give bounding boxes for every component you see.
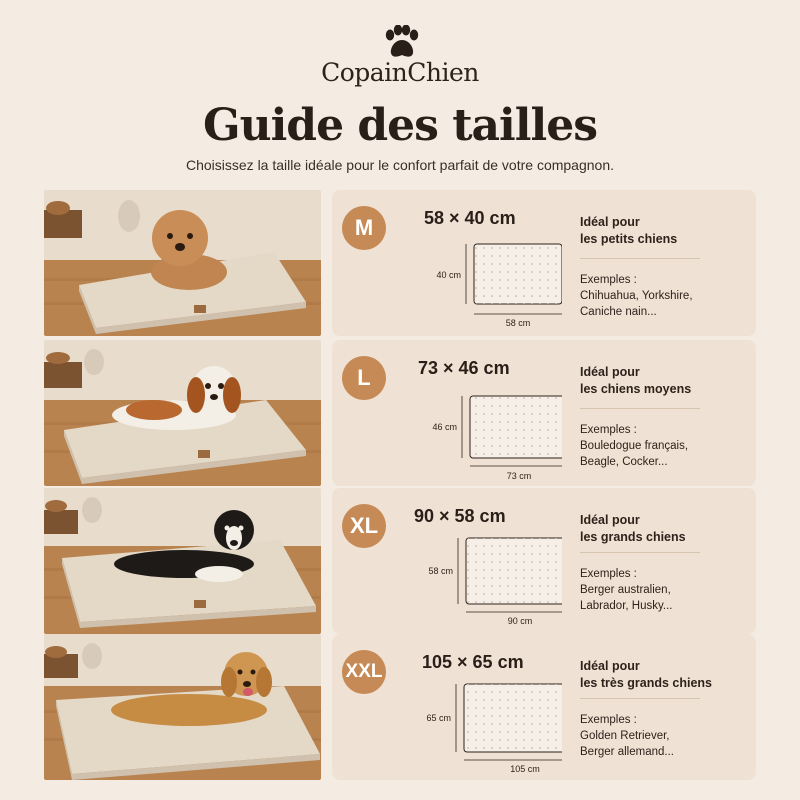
ideal-line-1: Idéal pour (580, 513, 640, 527)
dog-photo-poodle (44, 190, 321, 336)
paw-icon (381, 25, 421, 61)
size-card-l (332, 340, 756, 486)
dog-photo-border-collie (44, 488, 321, 634)
examples-line-1: Bouledogue français, (580, 440, 689, 452)
height-label: 40 cm (436, 270, 461, 280)
bed-diagram (392, 386, 562, 486)
examples (580, 272, 693, 320)
size-card-m (332, 190, 756, 336)
size-dimensions: 105 × 65 cm (422, 652, 524, 672)
size-row-l (44, 340, 756, 486)
dog-photo-cavalier (44, 340, 321, 486)
examples-line-2: Berger allemand... (580, 746, 674, 758)
size-card-xl (332, 488, 756, 634)
size-badge: XXL (342, 650, 386, 694)
height-label: 65 cm (426, 713, 451, 723)
examples-line-1: Golden Retriever, (580, 730, 670, 742)
ideal-line-2: les grands chiens (580, 530, 686, 544)
ideal-line-2: les petits chiens (580, 232, 678, 246)
dog-photo-golden-retriever (44, 634, 321, 780)
page-subtitle: Choisissez la taille idéale pour le confort parfait de votre compagnon. (185, 157, 615, 173)
size-row-xxl (44, 634, 756, 780)
examples-label: Exemples : (580, 568, 637, 580)
size-card-xxl (332, 634, 756, 780)
page-title: Guide des tailles (203, 100, 597, 151)
ideal-line-1: Idéal pour (580, 365, 640, 379)
examples-line-2: Beagle, Cocker... (580, 456, 668, 468)
bed-diagram (392, 680, 562, 780)
width-label: 90 cm (507, 616, 533, 626)
height-label: 58 cm (428, 566, 453, 576)
size-badge: L (342, 356, 386, 400)
examples (580, 422, 688, 470)
ideal-for (580, 214, 677, 248)
examples-line-1: Berger australien, (580, 584, 671, 596)
ideal-line-1: Idéal pour (580, 659, 640, 673)
examples-line-2: Labrador, Husky... (580, 600, 673, 612)
divider (580, 258, 700, 259)
ideal-for (580, 658, 712, 692)
bed-diagram (392, 534, 562, 634)
ideal-for (580, 512, 686, 546)
examples-label: Exemples : (580, 424, 637, 436)
ideal-line-2: les très grands chiens (580, 676, 713, 690)
divider (580, 552, 700, 553)
examples-line-2: Caniche nain... (580, 306, 657, 318)
examples (580, 566, 672, 614)
width-label: 58 cm (505, 318, 531, 328)
divider (580, 408, 700, 409)
examples-label: Exemples : (580, 274, 637, 286)
size-dimensions: 58 × 40 cm (424, 208, 516, 228)
size-dimensions: 73 × 46 cm (418, 358, 510, 378)
examples-label: Exemples : (580, 714, 637, 726)
width-label: 73 cm (506, 471, 532, 481)
size-row-xl (44, 488, 756, 634)
size-badge: XL (342, 504, 386, 548)
examples-line-1: Chihuahua, Yorkshire, (580, 290, 693, 302)
ideal-line-2: les chiens moyens (580, 382, 692, 396)
height-label: 46 cm (432, 422, 457, 432)
ideal-line-1: Idéal pour (580, 215, 640, 229)
divider (580, 698, 700, 699)
brand-name: CopainChien (321, 58, 479, 87)
bed-diagram (392, 236, 562, 336)
size-badge: M (342, 206, 386, 250)
size-dimensions: 90 × 58 cm (414, 506, 506, 526)
size-row-m (44, 190, 756, 336)
width-label: 105 cm (510, 764, 540, 774)
examples (580, 712, 674, 760)
ideal-for (580, 364, 691, 398)
header (0, 0, 800, 185)
